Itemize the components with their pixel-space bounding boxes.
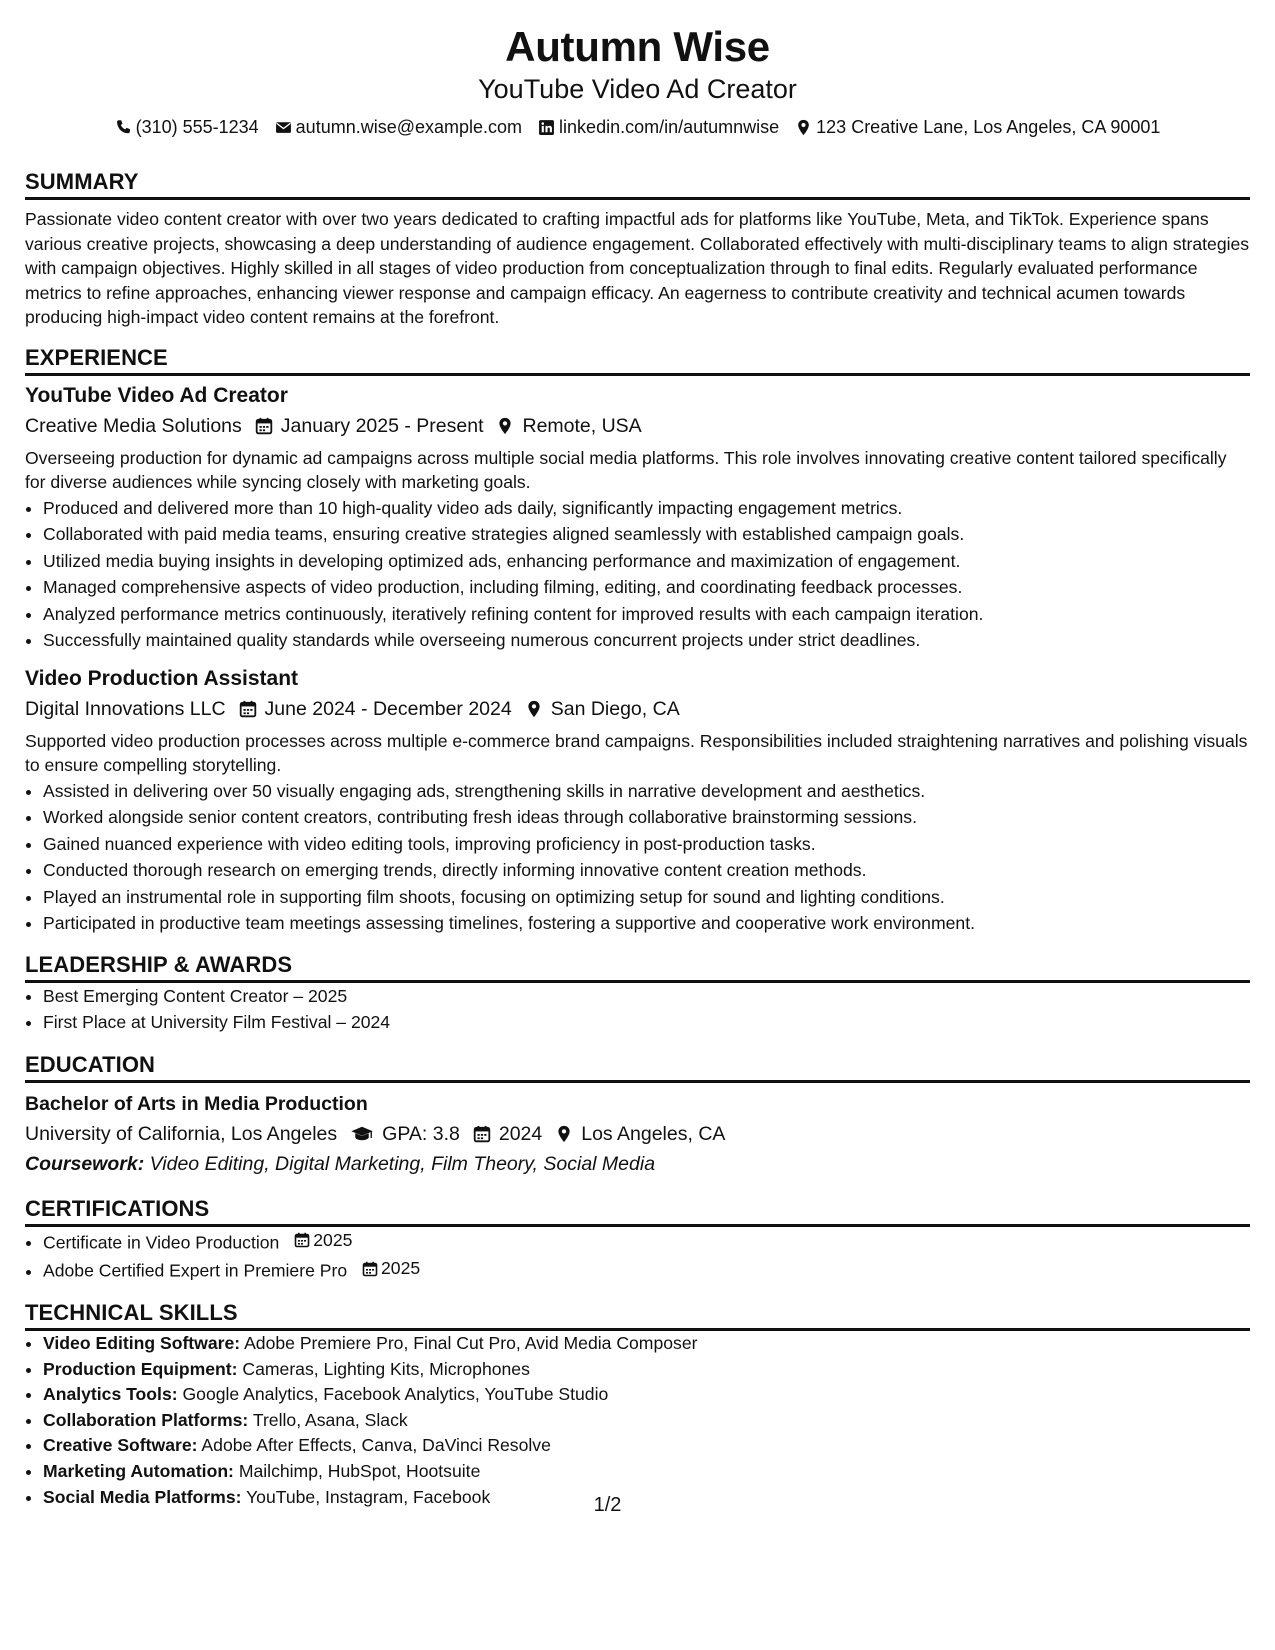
- certifications-section: [25, 1196, 1250, 1285]
- section-title-certifications: CERTIFICATIONS: [25, 1196, 1250, 1227]
- graduation-cap-icon: [350, 1125, 374, 1143]
- page-number: 1/2: [593, 1494, 622, 1516]
- map-pin-icon: [555, 1125, 573, 1143]
- contact-line: [25, 115, 1250, 139]
- job-bullets: [25, 495, 1250, 654]
- education-degree: Bachelor of Arts in Media Production: [25, 1092, 368, 1115]
- job-location: San Diego, CA: [550, 697, 680, 720]
- job-dates: June 2024 - December 2024: [264, 697, 512, 720]
- skill-value: Adobe Premiere Pro, Final Cut Pro, Avid Media Composer: [244, 1333, 698, 1353]
- list-item: • Utilized media buying insights in developing optimized ads, enhancing performance and maximization of engagement.: [43, 548, 1250, 575]
- skill-label: Video Editing Software:: [43, 1333, 241, 1353]
- calendar-icon: [362, 1261, 378, 1277]
- list-item: [43, 1331, 1250, 1357]
- certification-year: 2025: [381, 1258, 421, 1279]
- calendar-icon: [473, 1125, 491, 1143]
- education-coursework: [25, 1150, 1250, 1178]
- contact-email: [275, 115, 522, 139]
- calendar-icon: [255, 417, 273, 435]
- job-meta: [25, 412, 1250, 440]
- contact-linkedin: [538, 115, 779, 139]
- map-pin-icon: [525, 700, 543, 718]
- certification-name: Certificate in Video Production: [43, 1231, 280, 1252]
- list-item: [43, 1227, 1250, 1256]
- skills-section: [25, 1300, 1250, 1510]
- awards-section: [25, 952, 1250, 1036]
- skill-label: Analytics Tools:: [43, 1384, 178, 1405]
- list-item: [43, 1433, 1250, 1459]
- candidate-role: YouTube Video Ad Creator: [478, 74, 797, 104]
- coursework-text: Video Editing, Digital Marketing, Film Theory, Social Media: [149, 1152, 656, 1175]
- education-year: 2024: [498, 1122, 543, 1145]
- linkedin-text: linkedin.com/in/autumnwise: [559, 117, 780, 137]
- list-item: • Successfully maintained quality standards while overseeing numerous concurrent projects under strict deadlines.: [43, 627, 1250, 654]
- calendar-icon: [239, 700, 257, 718]
- list-item: • Played an instrumental role in supporting film shoots, focusing on optimizing setup for sound and lighting conditions.: [43, 884, 1250, 911]
- awards-list: [25, 983, 1250, 1036]
- skill-value: Adobe After Effects, Canva, DaVinci Resolve: [201, 1435, 551, 1456]
- list-item: • Best Emerging Content Creator – 2025: [43, 983, 1250, 1010]
- phone-icon: [115, 119, 132, 136]
- skill-value: YouTube, Instagram, Facebook: [246, 1486, 491, 1507]
- skill-label: Production Equipment:: [43, 1358, 238, 1379]
- education-section: [25, 1052, 1250, 1178]
- list-item: [43, 1459, 1250, 1485]
- list-item: • Managed comprehensive aspects of video production, including filming, editing, and coordinating feedback processes.: [43, 574, 1250, 601]
- section-title-awards: LEADERSHIP & AWARDS: [25, 952, 1250, 983]
- calendar-icon: [294, 1232, 310, 1248]
- list-item: • Participated in productive team meetings assessing timelines, fostering a supportive and cooperative work environment.: [43, 910, 1250, 937]
- map-pin-icon: [496, 417, 514, 435]
- job-description: Supported video production processes across multiple e-commerce brand campaigns. Responsibilities included straightening narratives and polishing visuals to ensure compelling storytelling.: [25, 730, 1248, 775]
- job-meta: [25, 695, 1250, 723]
- certification-name: Adobe Certified Expert in Premiere Pro: [43, 1260, 348, 1281]
- list-item: • Produced and delivered more than 10 high-quality video ads daily, significantly impacting engagement metrics.: [43, 495, 1250, 522]
- section-title-education: EDUCATION: [25, 1052, 1250, 1083]
- job-bullets: [25, 778, 1250, 937]
- education-gpa: GPA: 3.8: [382, 1122, 460, 1145]
- map-pin-icon: [795, 119, 812, 136]
- certification-year: 2025: [313, 1229, 353, 1250]
- job-dates: January 2025 - Present: [280, 414, 484, 437]
- certification-date: [362, 1255, 420, 1282]
- job-entry: [25, 383, 1250, 654]
- skill-label: Marketing Automation:: [43, 1460, 234, 1481]
- summary-section: [25, 169, 1250, 330]
- skill-value: Cameras, Lighting Kits, Microphones: [242, 1358, 530, 1379]
- section-title-summary: SUMMARY: [25, 169, 1250, 200]
- job-title: Video Production Assistant: [25, 666, 299, 690]
- skill-value: Trello, Asana, Slack: [252, 1409, 408, 1430]
- contact-phone: [115, 115, 259, 139]
- linkedin-icon: [538, 119, 555, 136]
- list-item: • Gained nuanced experience with video editing tools, improving proficiency in post-production tasks.: [43, 831, 1250, 858]
- list-item: • Worked alongside senior content creators, contributing fresh ideas through collaborative brainstorming sessions.: [43, 804, 1250, 831]
- section-title-skills: TECHNICAL SKILLS: [25, 1300, 1250, 1331]
- candidate-name: Autumn Wise: [505, 23, 770, 70]
- job-entry: [25, 666, 1250, 937]
- education-meta: [25, 1120, 1250, 1148]
- address-text: 123 Creative Lane, Los Angeles, CA 90001: [816, 117, 1161, 137]
- list-item: [43, 1382, 1250, 1408]
- skills-list: [25, 1331, 1250, 1510]
- list-item: • Collaborated with paid media teams, ensuring creative strategies aligned seamlessly with established campaign goals.: [43, 521, 1250, 548]
- education-school: University of California, Los Angeles: [25, 1122, 338, 1145]
- list-item: • Analyzed performance metrics continuously, iteratively refining content for improved results with each campaign iteration.: [43, 601, 1250, 628]
- resume-header: [25, 22, 1250, 139]
- list-item: [43, 1357, 1250, 1383]
- envelope-icon: [275, 119, 292, 136]
- job-company: Digital Innovations LLC: [25, 697, 226, 720]
- contact-address: [795, 115, 1160, 139]
- skill-label: Collaboration Platforms:: [43, 1409, 249, 1430]
- list-item: • First Place at University Film Festival – 2024: [43, 1009, 1250, 1036]
- certification-date: [294, 1227, 352, 1254]
- job-title: YouTube Video Ad Creator: [25, 383, 288, 407]
- education-location: Los Angeles, CA: [581, 1122, 726, 1145]
- job-company: Creative Media Solutions: [25, 414, 242, 437]
- email-text: autumn.wise@example.com: [295, 117, 523, 137]
- skill-value: Google Analytics, Facebook Analytics, YouTube Studio: [182, 1384, 609, 1405]
- resume-content: [25, 22, 1250, 1510]
- skill-value: Mailchimp, HubSpot, Hootsuite: [238, 1460, 481, 1481]
- job-location: Remote, USA: [522, 414, 642, 437]
- list-item: [43, 1408, 1250, 1434]
- coursework-label: Coursework:: [25, 1152, 145, 1175]
- phone-text: (310) 555-1234: [135, 117, 259, 137]
- summary-text: Passionate video content creator with over two years dedicated to crafting impactful ads for platforms like YouTube, Meta, and TikTok. Experience spans various creative projects, showcasing a deep understanding of audience engagement. Collaborated effectively with multi-disciplinary teams to align strategies with campaign objectives. Highly skilled in all stages of video production from conceptualization through to final edits. Regularly evaluated performance metrics to refine approaches, enhancing viewer response and campaign efficacy. An eagerness to contribute creativity and technical acumen towards producing high-impact video content remains at the forefront.: [25, 209, 1250, 327]
- list-item: • Conducted thorough research on emerging trends, directly informing innovative content creation methods.: [43, 857, 1250, 884]
- skill-label: Social Media Platforms:: [43, 1486, 242, 1507]
- experience-section: [25, 345, 1250, 937]
- job-description: Overseeing production for dynamic ad campaigns across multiple social media platforms. This role involves innovating creative content tailored specifically for diverse audiences while syncing closely with marketing goals.: [25, 447, 1227, 492]
- list-item: • Assisted in delivering over 50 visually engaging ads, strengthening skills in narrative development and aesthetics.: [43, 778, 1250, 805]
- skill-label: Creative Software:: [43, 1435, 198, 1456]
- section-title-experience: EXPERIENCE: [25, 345, 1250, 376]
- certifications-list: [25, 1227, 1250, 1285]
- list-item: [43, 1255, 1250, 1284]
